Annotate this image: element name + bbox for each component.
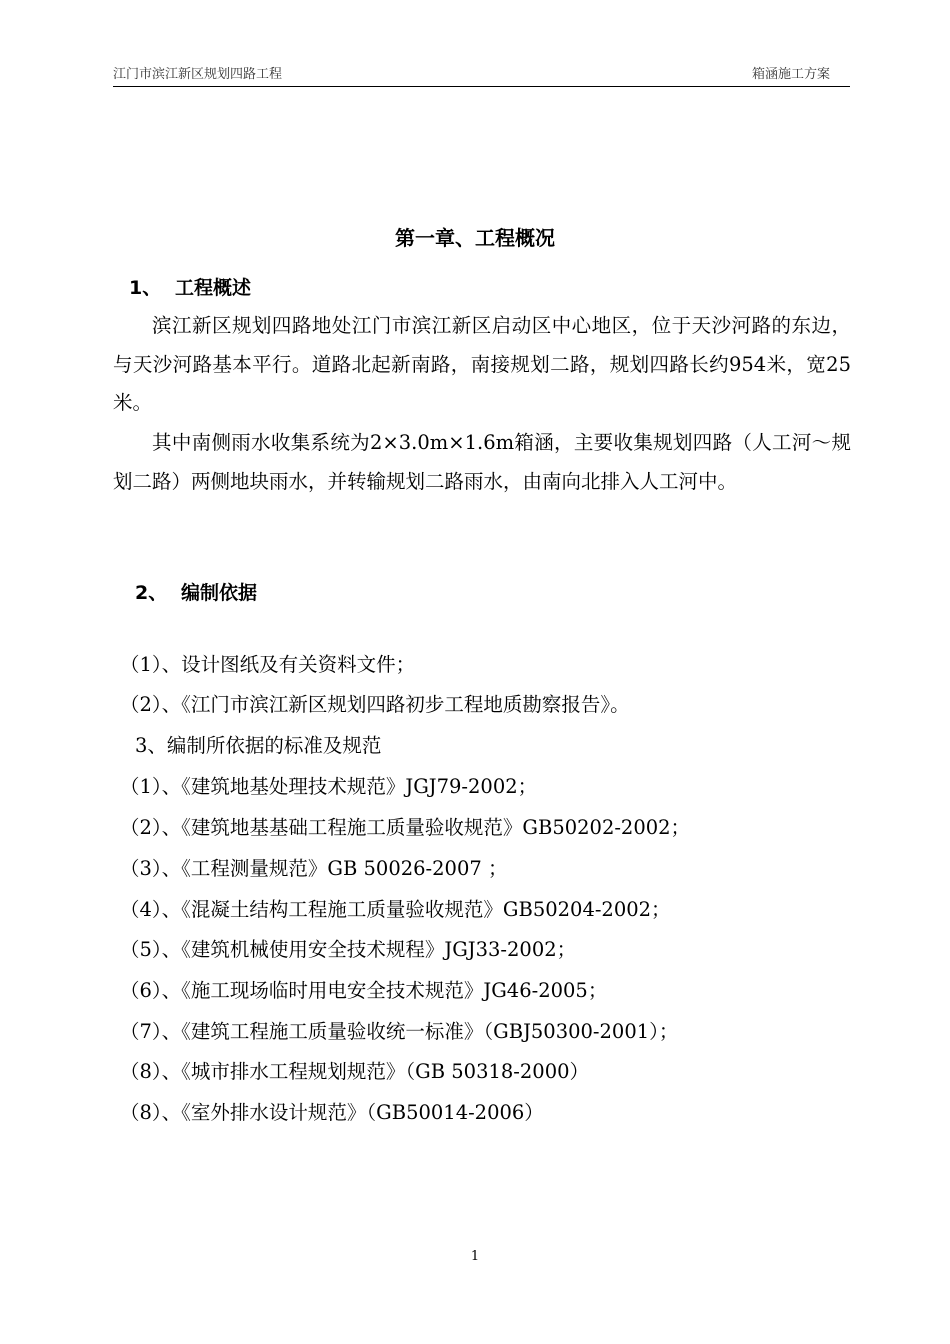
basis-list-item: （1）、设计图纸及有关资料文件； [120, 653, 416, 676]
page-number: 1 [470, 1249, 480, 1264]
page-header [113, 66, 850, 87]
section-number: 1、 [129, 277, 162, 299]
standards-heading: 3、编制所依据的标准及规范 [135, 734, 382, 757]
standard-list-item: （1）、《建筑地基处理技术规范》JGJ79-2002； [120, 775, 538, 798]
standard-list-item: （8）、《城市排水工程规划规范》（GB 50318-2000） [120, 1060, 590, 1083]
chapter-title: 第一章、工程概况 [395, 226, 555, 250]
basis-list-item: （2）、《江门市滨江新区规划四路初步工程地质勘察报告》。 [120, 693, 630, 716]
section-heading-basis [135, 580, 257, 606]
overview-paragraph: 其中南侧雨水收集系统为2×3.0m×1.6m箱涵，主要收集规划四路（人工河～规划二路）两侧地块雨水，并转输规划二路雨水，由南向北排入人工河中。 [113, 431, 851, 493]
standard-list-item: （4）、《混凝土结构工程施工质量验收规范》GB50204-2002； [120, 898, 671, 921]
standard-list-item: （7）、《建筑工程施工质量验收统一标准》（GBJ50300-2001）； [120, 1020, 679, 1043]
standard-list-item: （2）、《建筑地基基础工程施工质量验收规范》GB50202-2002； [120, 816, 691, 839]
standard-list-item: （3）、《工程测量规范》GB 50026-2007 ； [120, 857, 508, 880]
standard-list-item: （8）、《室外排水设计规范》（GB50014-2006） [120, 1101, 544, 1124]
section-number: 2、 [135, 582, 168, 604]
overview-paragraph: 滨江新区规划四路地处江门市滨江新区启动区中心地区，位于天沙河路的东边，与天沙河路基本平行。道路北起新南路，南接规划二路，规划四路长约954米，宽25米。 [113, 314, 851, 414]
header-project-name: 江门市滨江新区规划四路工程 [113, 67, 283, 82]
section-title: 编制依据 [181, 582, 258, 604]
header-document-type: 箱涵施工方案 [751, 67, 830, 82]
section-title: 工程概述 [175, 277, 252, 299]
section-heading-overview [129, 275, 251, 301]
standard-list-item: （6）、《施工现场临时用电安全技术规范》JG46-2005； [120, 979, 608, 1002]
standard-list-item: （5）、《建筑机械使用安全技术规程》JGJ33-2002； [120, 938, 577, 961]
